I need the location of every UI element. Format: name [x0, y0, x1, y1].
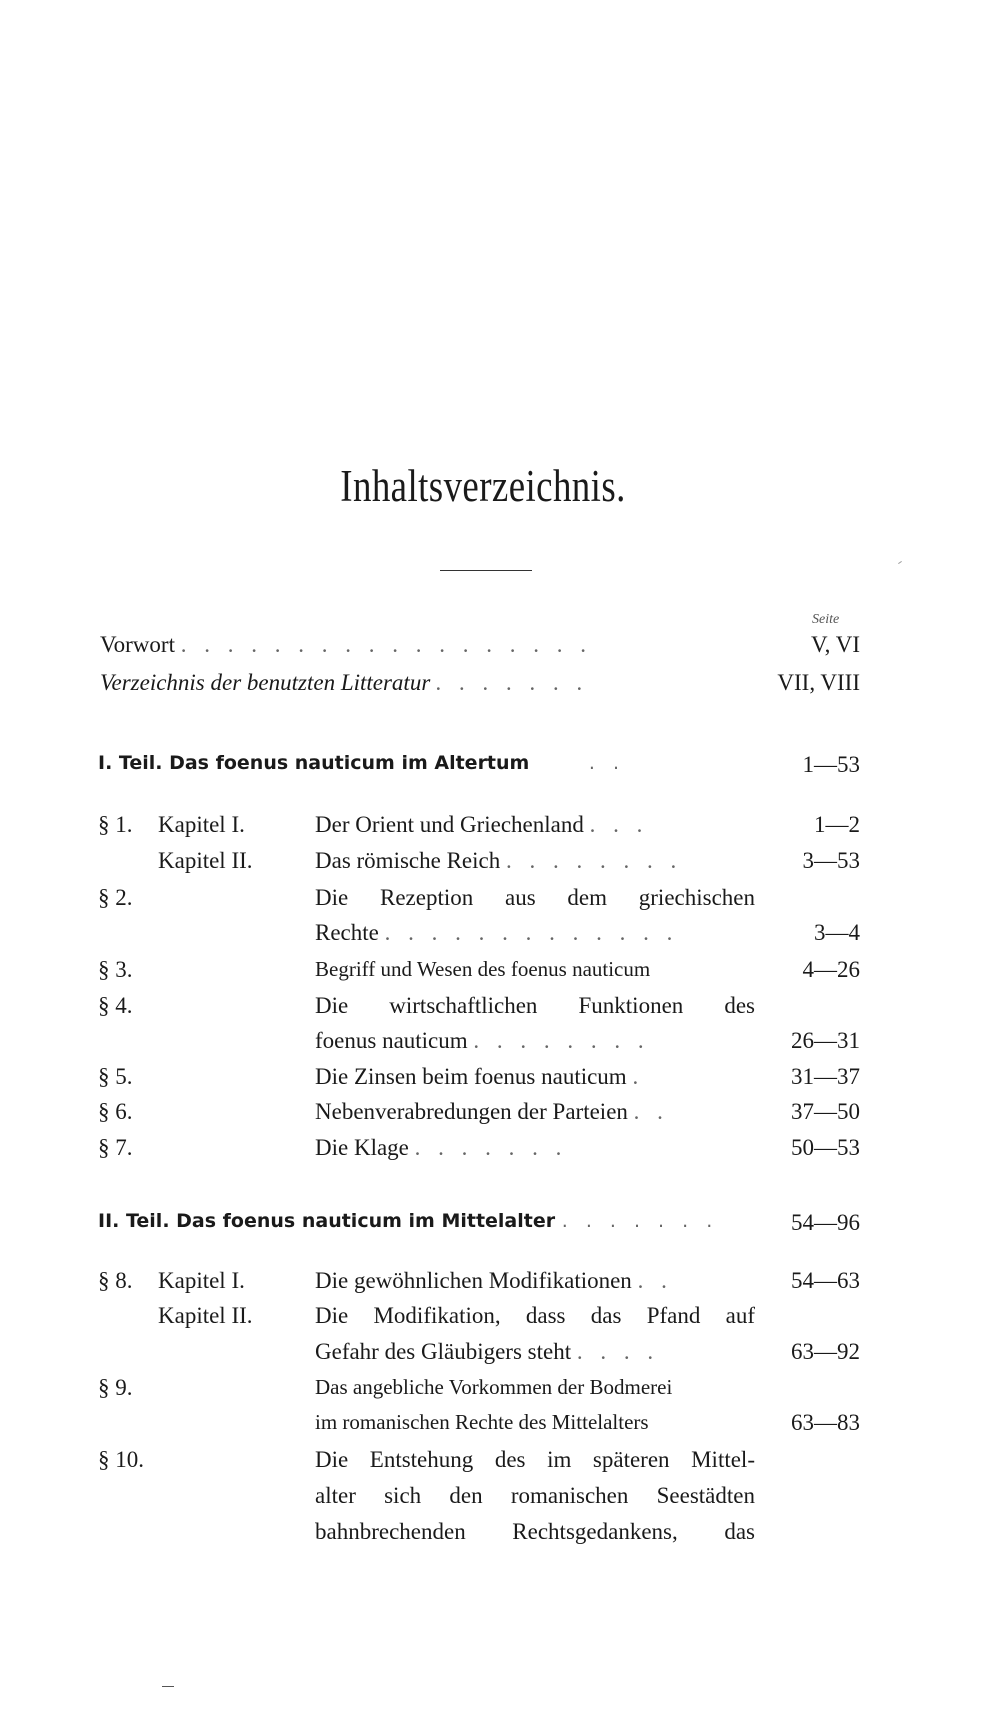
toc-entry: [0, 1135, 1000, 1169]
toc-leader: . . . . . . .: [436, 670, 589, 695]
toc-section-number: § 5.: [98, 1064, 133, 1089]
toc-chapter: Kapitel I.: [158, 812, 245, 837]
toc-entry: [0, 1447, 1000, 1481]
toc-leader: . . .: [589, 812, 649, 837]
toc-page: 4—26: [802, 957, 860, 982]
toc-page: 37—50: [791, 1099, 860, 1124]
toc-entry: [0, 993, 1000, 1027]
toc-entry-title: Das römische Reich: [315, 848, 501, 873]
toc-entry-title: bahnbrechenden Rechtsgedankens, das: [315, 1519, 755, 1544]
toc-entry-title: Nebenverabredungen der Parteien: [315, 1099, 628, 1124]
toc-section-number: § 10.: [98, 1447, 144, 1472]
toc-entry-title: Die Modifikation, dass das Pfand auf: [315, 1303, 755, 1328]
toc-leader: . .: [588, 752, 626, 774]
toc-section-number: § 8.: [98, 1268, 133, 1293]
toc-section-number: § 3.: [98, 957, 133, 982]
toc-leader: . .: [637, 1268, 673, 1293]
toc-entry-title: Verzeichnis der benutzten Litteratur: [100, 670, 431, 695]
toc-entry: [0, 1268, 1000, 1302]
toc-part-title: I. Teil. Das foenus nauticum im Altertum: [98, 752, 530, 774]
toc-leader: . . . . . . .: [414, 1135, 568, 1160]
toc-page: 54—63: [791, 1268, 860, 1293]
toc-page: 31—37: [791, 1064, 860, 1089]
page-column-label: Seite: [812, 612, 840, 627]
toc-entry-title: Begriff und Wesen des foenus nauticum: [315, 957, 651, 981]
toc-leader: . . . . . . . . . . . . . . . . . .: [180, 632, 592, 657]
toc-entry: [0, 1483, 1000, 1517]
toc-page: 63—83: [791, 1410, 860, 1435]
toc-entry-title: Die wirtschaftlichen Funktionen des: [315, 993, 755, 1018]
toc-page: 54—96: [791, 1210, 860, 1235]
toc-entry: [0, 812, 1000, 846]
toc-entry-title: Der Orient und Griechenland: [315, 812, 584, 837]
toc-section-number: § 7.: [98, 1135, 133, 1160]
toc-page: 1—2: [814, 812, 860, 837]
toc-entry: [0, 1519, 1000, 1553]
toc-page: 26—31: [791, 1028, 860, 1053]
toc-section-number: § 9.: [98, 1375, 133, 1400]
toc-entry: [0, 885, 1000, 919]
toc-leader: .: [632, 1064, 645, 1089]
toc-leader: . . . . . . .: [561, 1210, 719, 1232]
toc-entry: [0, 920, 1000, 954]
toc-entry-title: Vorwort: [100, 632, 175, 657]
toc-entry-title: Das angebliche Vorkommen der Bodmerei: [315, 1375, 673, 1399]
toc-entry: [0, 670, 1000, 704]
toc-entry-title: alter sich den romanischen Seestädten: [315, 1483, 755, 1508]
toc-page: V, VI: [811, 632, 860, 657]
toc-entry: [0, 632, 1000, 666]
toc-section-number: § 6.: [98, 1099, 133, 1124]
toc-page: 3—53: [802, 848, 860, 873]
toc-entry-title: im romanischen Rechte des Mittelalters: [315, 1410, 649, 1434]
toc-entry: [0, 1303, 1000, 1337]
toc-entry-title: Gefahr des Gläubigers steht: [315, 1339, 572, 1364]
toc-entry: [0, 1410, 1000, 1444]
toc-chapter: Kapitel II.: [158, 848, 253, 873]
toc-chapter: Kapitel I.: [158, 1268, 245, 1293]
toc-entry-title: Die Rezeption aus dem griechischen: [315, 885, 755, 910]
toc-entry: [0, 957, 1000, 991]
toc-section-number: § 2.: [98, 885, 133, 910]
toc-page: 50—53: [791, 1135, 860, 1160]
title-rule: [440, 570, 532, 571]
toc-entry-title: foenus nauticum: [315, 1028, 468, 1053]
toc-leader: . . . . . . . .: [473, 1028, 650, 1053]
toc-entry: [0, 1028, 1000, 1062]
toc-page: 1—53: [802, 752, 860, 777]
toc-part-title: II. Teil. Das foenus nauticum im Mittelalter: [98, 1210, 556, 1232]
toc-chapter: Kapitel II.: [158, 1303, 253, 1328]
toc-leader: . .: [633, 1099, 669, 1124]
toc-entry-title: Die Zinsen beim foenus nauticum: [315, 1064, 627, 1089]
toc-entry: [0, 848, 1000, 882]
toc-part-heading: [0, 1210, 1000, 1244]
toc-part-heading: [0, 752, 1000, 786]
toc-section-number: § 1.: [98, 812, 133, 837]
toc-entry-title: Die Klage: [315, 1135, 409, 1160]
toc-entry-title: Die Entstehung des im späteren Mittel-: [315, 1447, 755, 1472]
toc-page: 63—92: [791, 1339, 860, 1364]
toc-leader: . . . .: [576, 1339, 660, 1364]
toc-leader: . . . . . . . .: [505, 848, 683, 873]
toc-entry: [0, 1375, 1000, 1409]
toc-entry-title: Rechte: [315, 920, 379, 945]
page-title: Inhaltsverzeichnis.: [340, 461, 626, 511]
scan-speck: [898, 561, 902, 564]
toc-section-number: § 4.: [98, 993, 133, 1018]
scan-mark: [162, 1686, 174, 1687]
toc-entry: [0, 1064, 1000, 1098]
toc-entry: [0, 1099, 1000, 1133]
toc-page: 3—4: [814, 920, 860, 945]
toc-page: VII, VIII: [777, 670, 860, 695]
toc-entry-title: Die gewöhnlichen Modifikationen: [315, 1268, 632, 1293]
toc-entry: [0, 1339, 1000, 1373]
toc-leader: . . . . . . . . . . . . .: [384, 920, 679, 945]
